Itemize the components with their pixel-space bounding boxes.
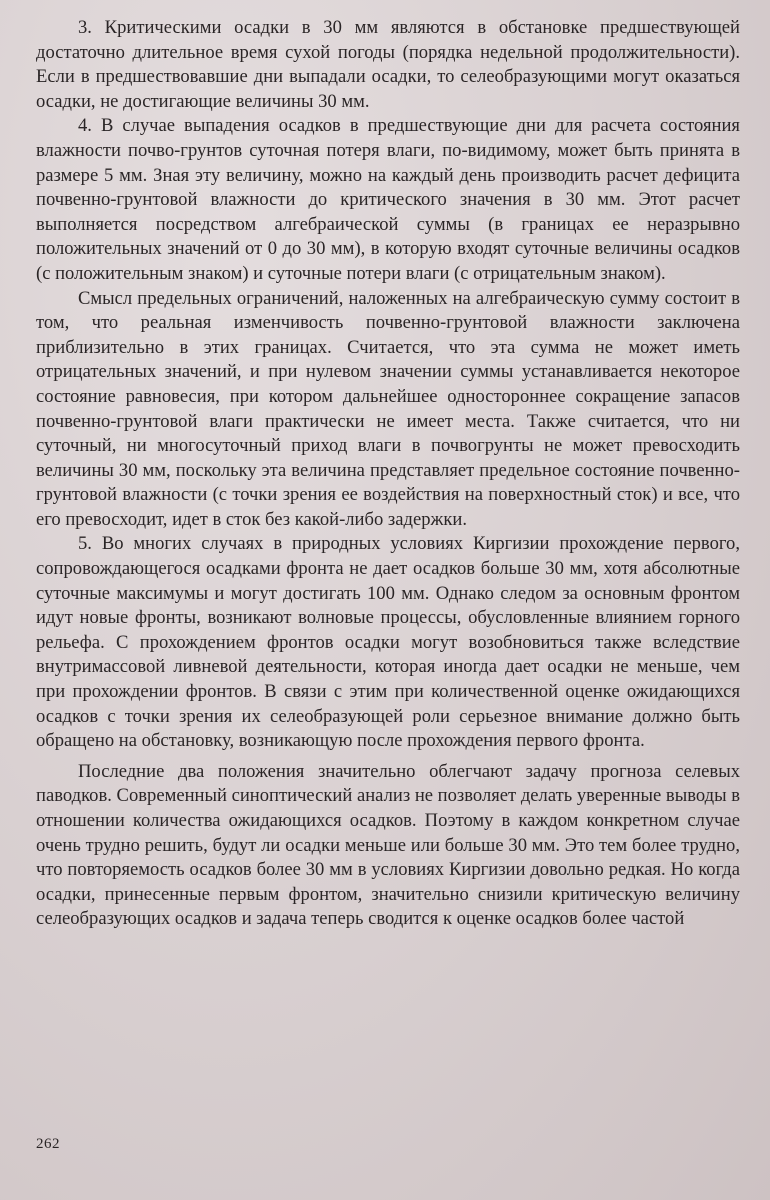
body-text [36,16,740,932]
page-number: 262 [36,1136,60,1152]
paragraph-conclusion: Последние два положения значительно облегчают задачу прогноза селевых паводков. Современный синоптический анализ не позволяет делать уверенные выводы в отношении количества ожидающихся осадков. Поэтому в каждом конкретном случае очень трудно решить, будут ли осадки меньше или больше 30 мм. Это тем более трудно, что повторяемость осадков более 30 мм в условиях Киргизии довольно редкая. Но когда осадки, принесенные первым фронтом, значительно снизили критическую величину селеобразующих осадков и задача теперь сводится к оценке осадков более частой [36,760,740,930]
paragraph-3: 3. Критическими осадки в 30 мм являются в обстановке предшествующей достаточно длительное время сухой погоды (порядка недельной продолжительности). Если в предшествовавшие дни выпадали осадки, то селеобразующими могут оказаться осадки, не достигающие величины 30 мм. [36,17,740,112]
paragraph-limits-meaning: Смысл предельных ограничений, наложенных на алгебраическую сумму состоит в том, что реальная изменчивость почвенно-грунтовой влажности заключена приблизительно в этих границах. Считается, что эта сумма не может иметь отрицательных значений, и при нулевом значении суммы устанавливается некоторое состояние равновесия, при котором дальнейшее одностороннее сокращение запасов почвенно-грунтовой влаги практически не имеет места. Также считается, что ни суточный, ни многосуточный приход влаги в почвогрунты не может превосходить величины 30 мм, поскольку эта величина представляет предельное состояние почвенно-грунтовой влажности (с точки зрения ее воздействия на поверхностный сток) и все, что его превосходит, идет в сток без какой-либо задержки. [36,287,740,530]
paragraph-5: 5. Во многих случаях в природных условиях Киргизии прохождение первого, сопровождающегося осадками фронта не дает осадков больше 30 мм, хотя абсолютные суточные максимумы и могут достигать 100 мм. Однако следом за основным фронтом идут новые фронты, возникают волновые процессы, обусловленные влиянием горного рельефа. С прохождением фронтов осадки могут возобновиться также вследствие внутримассовой ливневой деятельности, которая иногда дает осадки не меньше, чем при прохождении фронтов. В связи с этим при количественной оценке ожидающихся осадков с точки зрения их селеобразующей роли серьезное внимание должно быть обращено на обстановку, возникающую после прохождения первого фронта. [36,533,740,752]
paragraph-4: 4. В случае выпадения осадков в предшествующие дни для расчета состояния влажности почво-грунтов суточная потеря влаги, по-видимому, может быть принята в размере 5 мм. Зная эту величину, можно на каждый день производить расчет дефицита почвенно-грунтовой влажности до критического значения в 30 мм. Этот расчет выполняется посредством алгебраической суммы (в границах ее неразрывно положительных значений от 0 до 30 мм), в которую входят суточные величины осадков (с положительным знаком) и суточные потери влаги (с отрицательным знаком). [36,115,740,284]
